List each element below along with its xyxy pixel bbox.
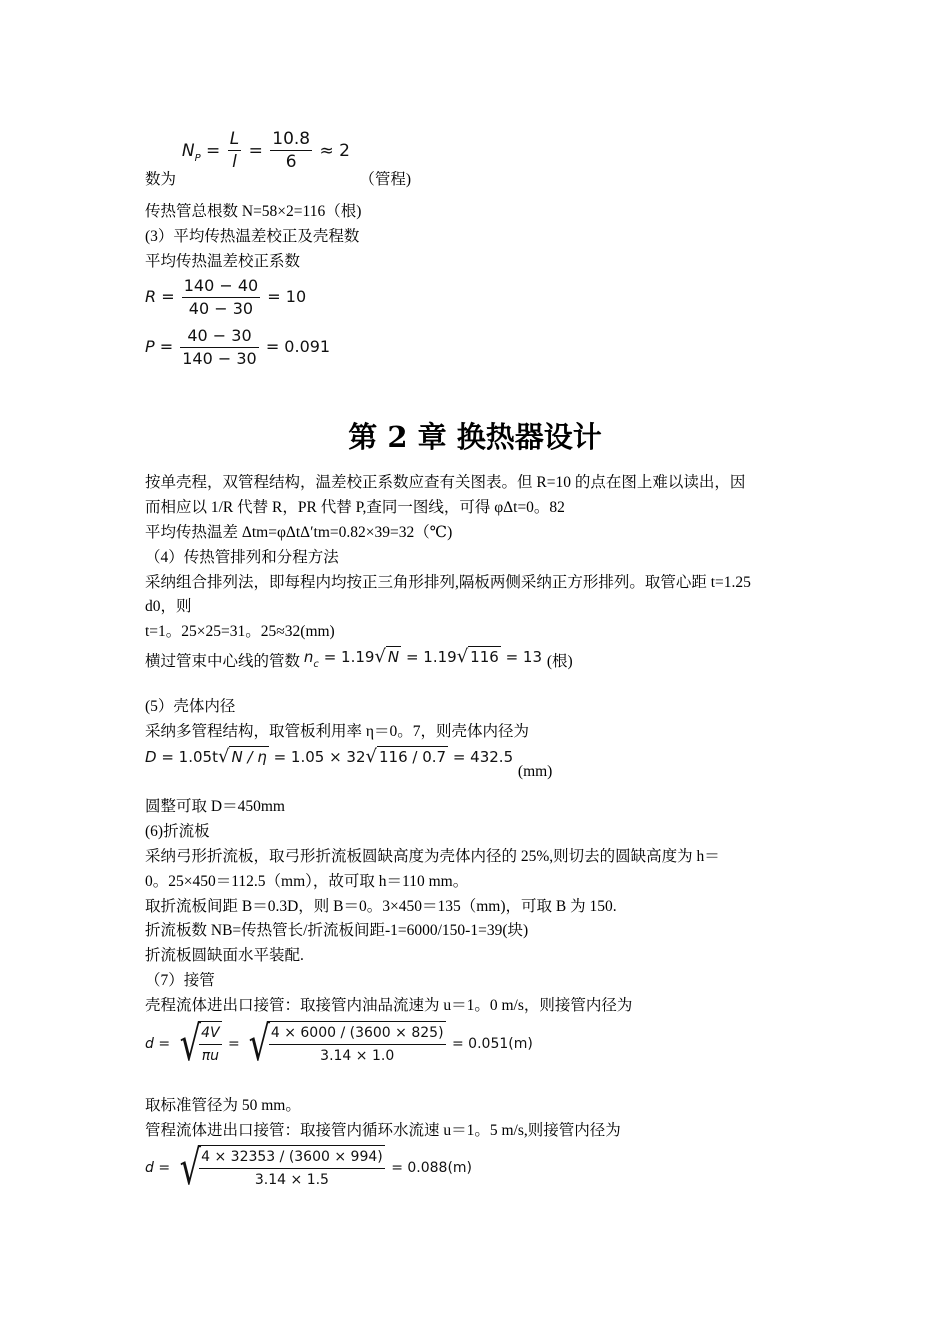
text-line: 取标准管径为 50 mm。: [145, 1097, 301, 1114]
text-line: 按单壳程，双管程结构，温差校正系数应查有关图表。但 R=10 的点在图上难以读出，因: [145, 474, 746, 491]
text-line: （7）接管: [145, 972, 215, 989]
text-line: 采纳弓形折流板，取弓形折流板圆缺高度为壳体内径的 25%,则切去的圆缺高度为 h＝: [145, 848, 720, 865]
text-line: 0。25×450＝112.5（mm），故可取 h＝110 mm。: [145, 873, 469, 890]
equation-d1: d = √ $\frac{4V}{\pi u}$ = √ $\frac{4 \times 6000 / (3600 \times 825)}{3.14 \times 1.0}$ = 0.051(m): [145, 1016, 533, 1072]
nc-line: 横过管束中心线的管数 $n_c = 1.19√$ N = 1.19√ 116 = 13 (根): [145, 646, 573, 670]
equation-p: P = $\frac{40 - 30}{140 - 30}$ = 0.091: [145, 326, 331, 368]
text-line: d0，则: [145, 598, 192, 615]
np-fraction-2: $\frac{10.8}{6}$: [272, 129, 311, 172]
text-line: （4）传热管排列和分程方法: [145, 549, 339, 566]
np-equation: $N_P$ = $\frac{L}{l}$ = $\frac{10.8}{6}$ ≈ 2: [181, 129, 350, 172]
equation-d2: d = √ $\frac{4 \times 32353 / (3600 \times 994)}{3.14 \times 1.5}$ = 0.088(m): [145, 1140, 473, 1196]
np-suffix: （管程): [359, 170, 412, 188]
text-line: 管程流体进出口接管：取接管内循环水流速 u＝1。5 m/s,则接管内径为: [145, 1122, 621, 1139]
np-line: [145, 126, 412, 188]
equation-d: D = 1.05t√ N / η = 1.05 × 32√ 116 / 0.7 = 432.5: [145, 746, 514, 767]
text-line: 平均传热温差 Δtm=φΔtΔ′tm=0.82×39=32（℃): [145, 524, 453, 541]
text-line: 而相应以 1/R 代替 R，PR 代替 P,查同一图线，可得 φΔt=0。82: [145, 499, 565, 516]
text-line: (6)折流板: [145, 823, 210, 840]
d-line: D = 1.05t√ N / η = 1.05 × 32√ 116 / 0.7 = 432.5 (mm): [145, 746, 553, 780]
np-prefix: 数为: [145, 170, 177, 188]
text-line: 取折流板间距 B＝0.3D，则 B＝0。3×450＝135（mm)，可取 B 为 150.: [145, 898, 617, 915]
text-line: 折流板数 NB=传热管长/折流板间距-1=6000/150-1=39(块): [145, 922, 529, 939]
text-line: (5）壳体内径: [145, 698, 236, 715]
equation-r: R = $\frac{140 - 40}{40 - 30}$ = 10: [145, 276, 307, 318]
text-line: 平均传热温差校正系数: [145, 253, 301, 270]
chapter-title: 第 2 章 换热器设计: [348, 420, 602, 454]
text-line: 采纳多管程结构，取管板利用率 η＝0。7，则壳体内径为: [145, 723, 529, 740]
text-line: 壳程流体进出口接管：取接管内油品流速为 u＝1。0 m/s，则接管内径为: [145, 997, 633, 1014]
text-line: 圆整可取 D＝450mm: [145, 798, 285, 815]
equation-nc: $n_c = 1.19√$ N = 1.19√ 116 = 13: [303, 646, 543, 670]
text-line: 采纳组合排列法，即每程内均按正三角形排列,隔板两侧采纳正方形排列。取管心距 t=1.25: [145, 574, 751, 591]
text-line: 传热管总根数 N=58×2=116（根): [145, 203, 362, 220]
text-line: 折流板圆缺面水平装配.: [145, 947, 304, 964]
text-line: t=1。25×25=31。25≈32(mm): [145, 623, 335, 640]
np-fraction-1: $\frac{L}{l}$: [229, 129, 240, 172]
text-line: (3）平均传热温差校正及壳程数: [145, 228, 360, 245]
